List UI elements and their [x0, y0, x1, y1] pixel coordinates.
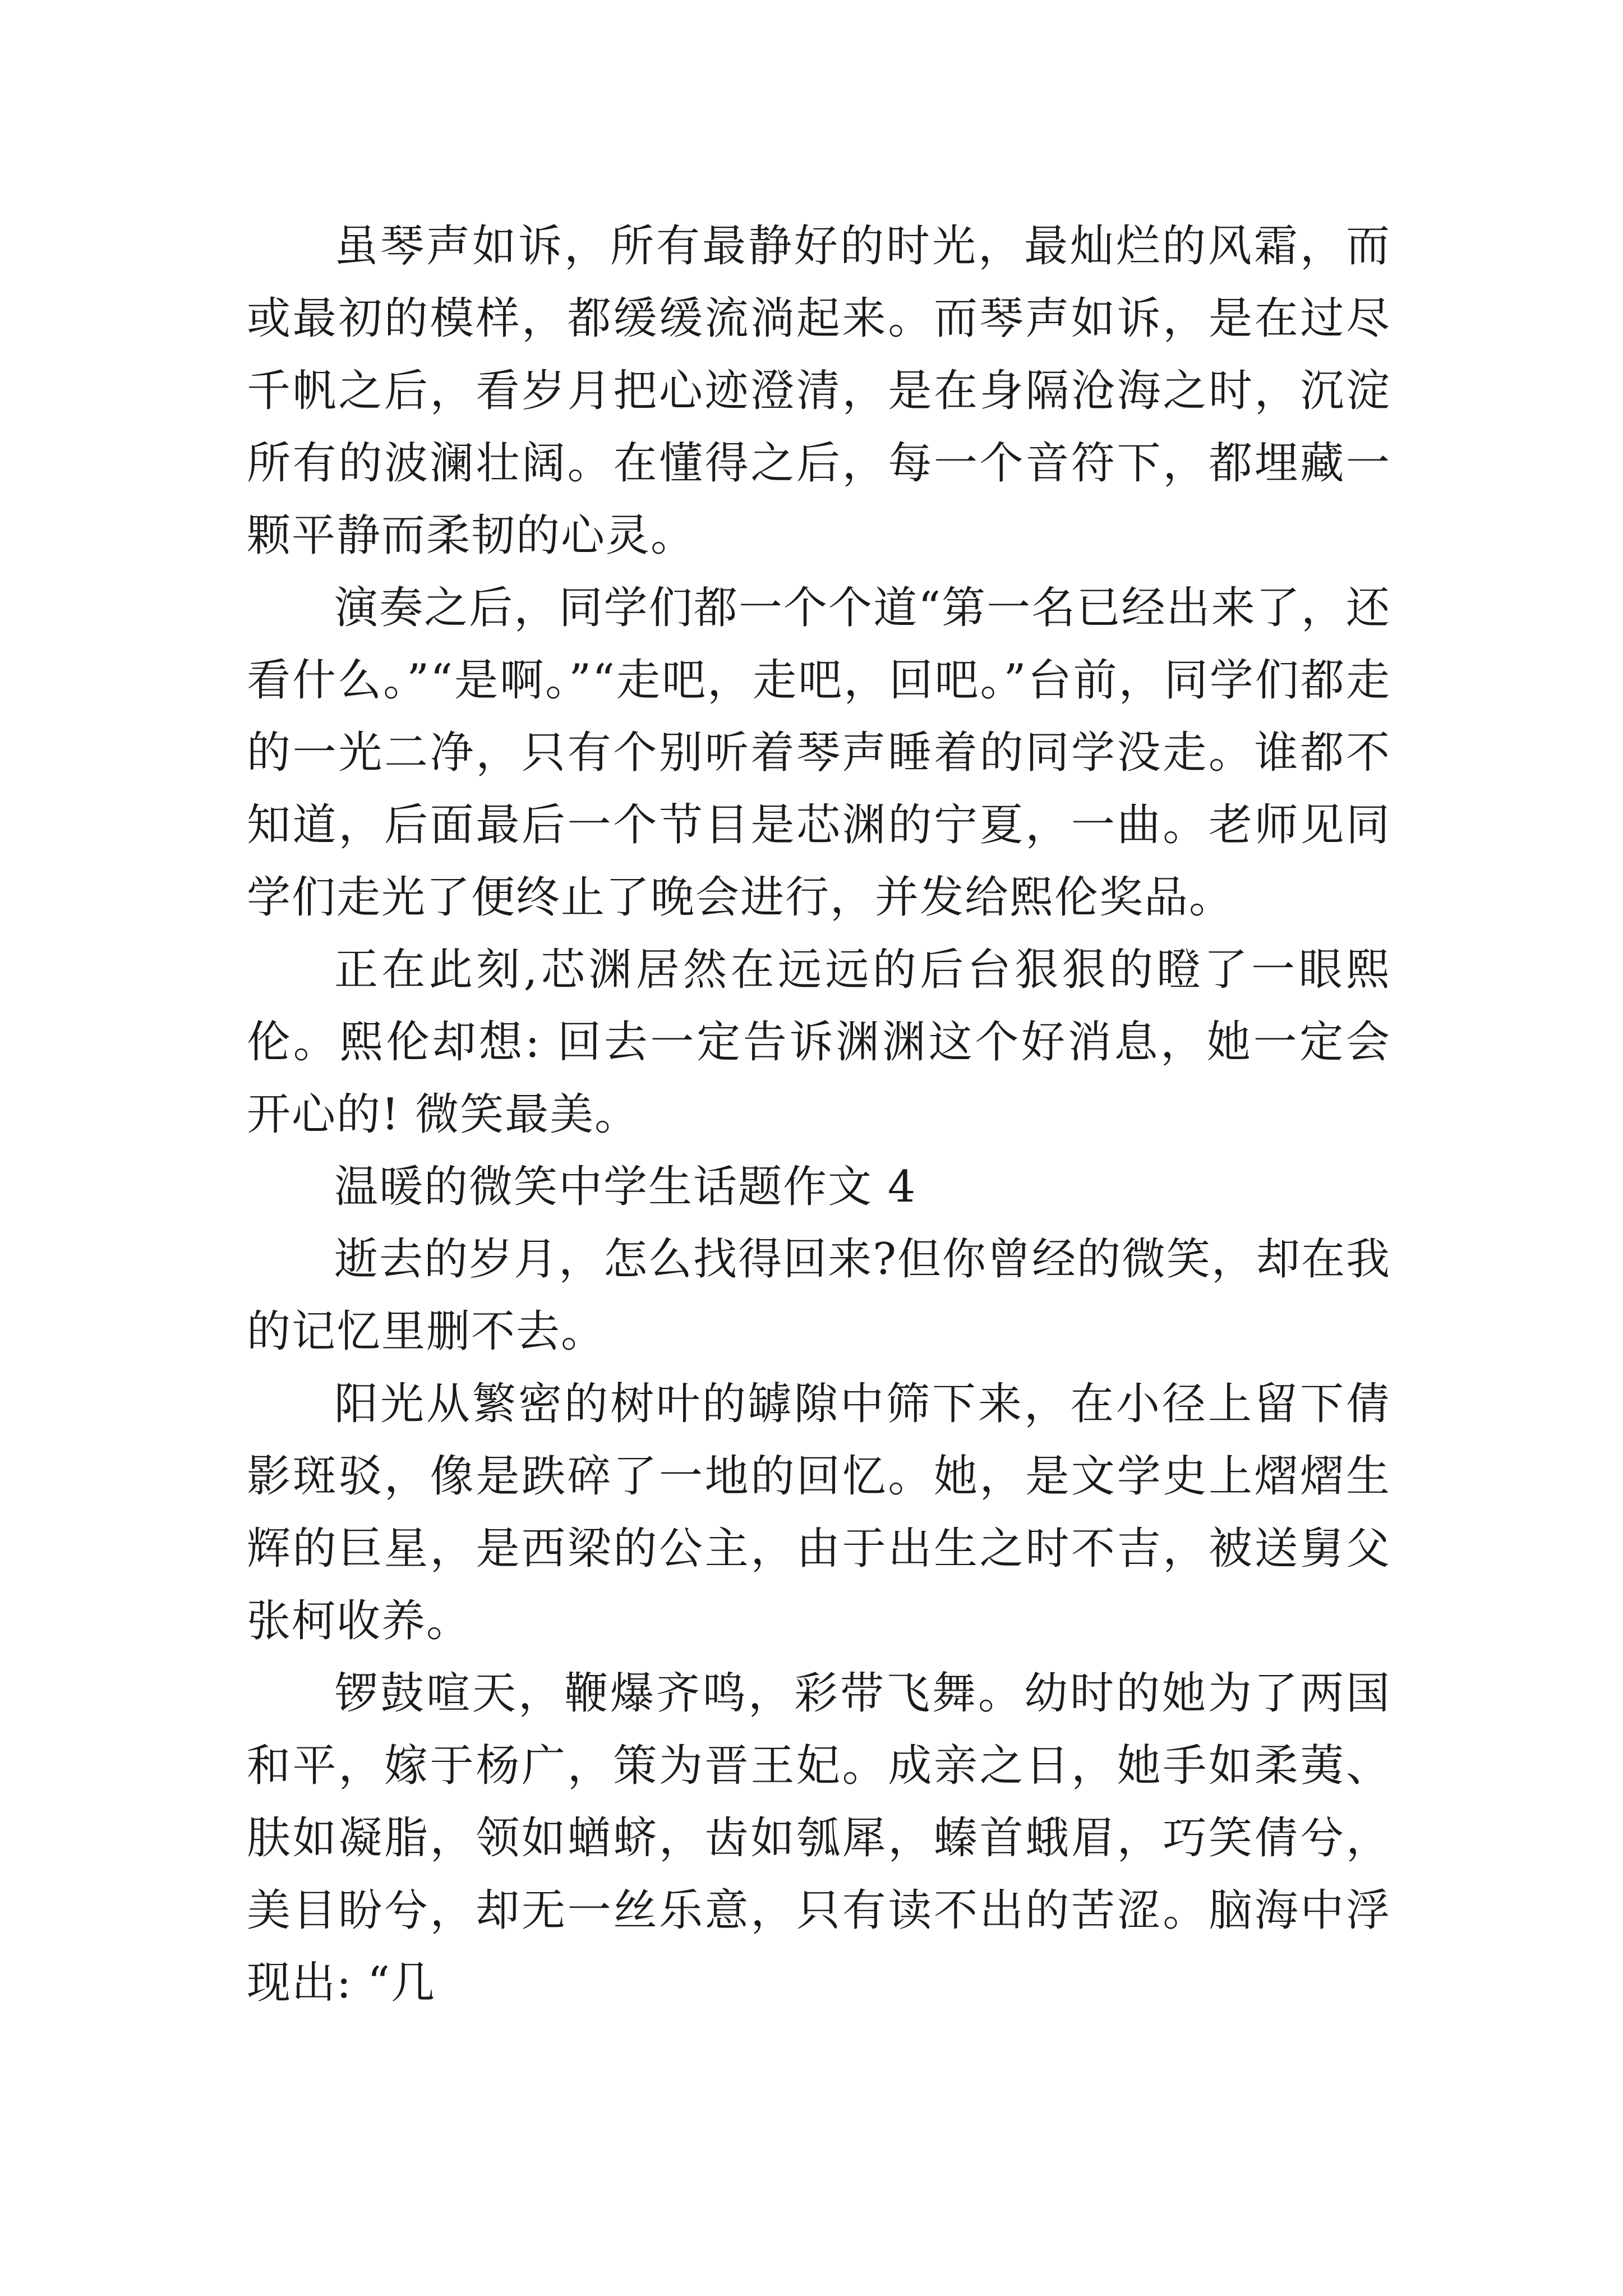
paragraph: 逝去的岁月，怎么找得回来?但你曾经的微笑，却在我的记忆里删不去。 — [247, 1234, 1391, 1357]
paragraph: 演奏之后，同学们都一个个道“第一名已经出来了，还看什么。”“是啊。”“走吧，走吧，回吧。”台前，同学们都走的一光二净，只有个别听着琴声睡着的同学没走。谁都不知道，后面最后一个节目是芯渊的宁夏，一曲。老师见同学们走光了便终止了晚会进行，并发给熙伦奖品。 — [247, 583, 1391, 923]
paragraph: 正在此刻,芯渊居然在远远的后台狠狠的瞪了一眼熙伦。熙伦却想: 回去一定告诉渊渊这个好消息，她一定会开心的! 微笑最美。 — [247, 945, 1391, 1140]
paragraph: 阳光从繁密的树叶的罅隙中筛下来，在小径上留下倩影斑驳，像是跌碎了一地的回忆。她，是文学史上熠熠生辉的巨星，是西梁的公主，由于出生之时不吉，被送舅父张柯收养。 — [247, 1379, 1391, 1646]
section-heading: 温暖的微笑中学生话题作文 4 — [334, 1162, 917, 1212]
document-body — [247, 210, 1391, 2019]
paragraph: 锣鼓喧天，鞭爆齐鸣，彩带飞舞。幼时的她为了两国和平，嫁于杨广，策为晋王妃。成亲之日，她手如柔荑、肤如凝脂，领如蝤蛴，齿如瓠犀，螓首蛾眉，巧笑倩兮，美目盼兮，却无一丝乐意，只有读不出的苦涩。脑海中浮现出: “几 — [247, 1668, 1391, 2008]
paragraph: 虽琴声如诉，所有最静好的时光，最灿烂的风霜，而或最初的模样，都缓缓流淌起来。而琴声如诉，是在过尽千帆之后，看岁月把心迹澄清，是在身隔沧海之时，沉淀所有的波澜壮阔。在懂得之后，每一个音符下，都埋藏一颗平静而柔韧的心灵。 — [247, 221, 1391, 561]
